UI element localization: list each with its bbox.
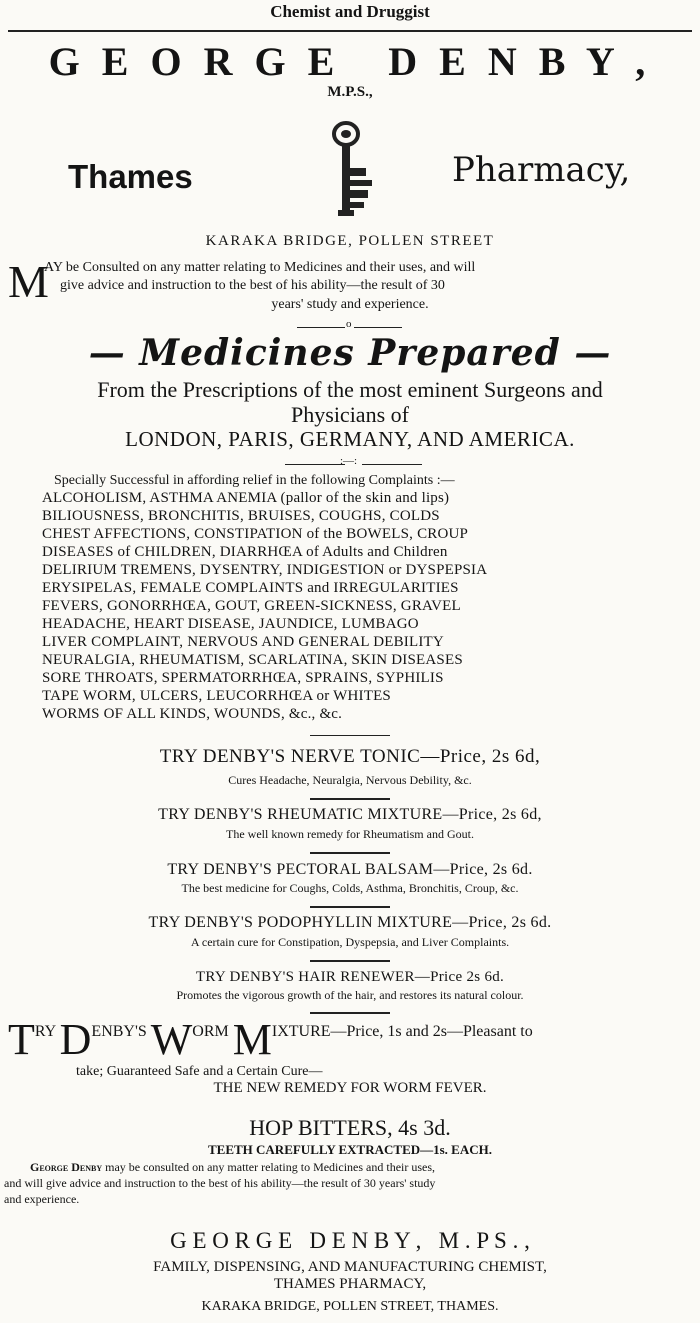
intro-divider-left <box>297 327 345 328</box>
worm-cap-m: M <box>232 1015 272 1064</box>
cities-divider: :—: <box>340 455 358 467</box>
consult-text: may be consulted on any matter relating to Medicines and their uses, <box>105 1160 436 1174</box>
worm-line-2: take; Guaranteed Safe and a Certain Cure— <box>76 1064 323 1079</box>
advertiser-name: G E O R G E D E N B Y , <box>48 39 652 84</box>
complaints-intro: Specially Successful in affording relief in the following Complaints :— <box>54 473 455 488</box>
complaint-item: ALCOHOLISM, ASTHMA ANEMIA (pallor of the skin and lips) <box>42 490 450 506</box>
complaint-item: CHEST AFFECTIONS, CONSTIPATION of the BOWELS, CROUP <box>42 526 469 542</box>
product-title: TRY DENBY'S NERVE TONIC—Price, 2s 6d, <box>159 746 541 767</box>
product-rule <box>310 906 390 908</box>
complaint-item: SORE THROATS, SPERMATORRHŒA, SPRAINS, SYPHILIS <box>42 670 444 686</box>
consult-line-2: and will give advice and instruction to the best of his ability—the result of 30 years' study <box>4 1176 436 1190</box>
intro-drop-cap: M <box>8 256 49 307</box>
footer-line-2: THAMES PHARMACY, <box>273 1276 427 1292</box>
worm-price: —Price, 1s and 2s—Pleasant to <box>330 1023 533 1040</box>
top-address: KARAKA BRIDGE, POLLEN STREET <box>205 233 495 249</box>
intro-divider: o <box>346 318 352 330</box>
product-title: TRY DENBY'S PODOPHYLLIN MIXTURE—Price, 2s 6d. <box>148 914 552 931</box>
product-desc: Promotes the vigorous growth of the hair, and restores its natural colour. <box>176 988 524 1002</box>
product-desc: A certain cure for Constipation, Dyspepsia, and Liver Complaints. <box>190 935 510 949</box>
hop-bitters: HOP BITTERS, 4s 3d. <box>249 1115 451 1140</box>
qualification: M.P.S., <box>327 84 373 100</box>
footer-line-3: KARAKA BRIDGE, POLLEN STREET, THAMES. <box>201 1299 499 1314</box>
worm-line-3: THE NEW REMEDY FOR WORM FEVER. <box>213 1080 487 1096</box>
medicines-banner: — Medicines Prepared — <box>88 332 612 374</box>
product-title: TRY DENBY'S HAIR RENEWER—Price 2s 6d. <box>195 969 505 985</box>
worm-sm-ixture: IXTURE <box>271 1023 331 1040</box>
pharmacy-word: Pharmacy, <box>452 150 631 190</box>
worm-sm-enbys: ENBY'S <box>91 1023 151 1040</box>
consult-line-3: and experience. <box>4 1192 80 1206</box>
complaint-item: HEADACHE, HEART DISEASE, JAUNDICE, LUMBAGO <box>42 616 419 632</box>
consult-name: George Denby <box>30 1160 103 1174</box>
section-header: Chemist and Druggist <box>270 2 430 21</box>
worm-mixture-line <box>8 1014 698 1065</box>
prescriptions-line: From the Prescriptions of the most eminent Surgeons and <box>97 377 603 402</box>
product-desc: The best medicine for Coughs, Colds, Asthma, Bronchitis, Croup, &c. <box>181 881 519 895</box>
complaint-item: FEVERS, GONORRHŒA, GOUT, GREEN-SICKNESS, GRAVEL <box>42 598 461 614</box>
complaint-item: DELIRIUM TREMENS, DYSENTRY, INDIGESTION or DYSPEPSIA <box>42 562 488 578</box>
thames-word: Thames <box>68 158 193 195</box>
complaint-item: NEURALGIA, RHEUMATISM, SCARLATINA, SKIN DISEASES <box>42 652 463 668</box>
complaint-item: TAPE WORM, ULCERS, LEUCORRHŒA or WHITES <box>42 688 391 704</box>
footer-line-1: FAMILY, DISPENSING, AND MANUFACTURING CHEMIST, <box>153 1259 547 1275</box>
product-rule <box>310 852 390 854</box>
worm-cap-d: D <box>59 1015 92 1064</box>
product-title: TRY DENBY'S PECTORAL BALSAM—Price, 2s 6d. <box>167 861 533 878</box>
header-rule <box>8 30 692 32</box>
intro-line-2: give advice and instruction to the best of his ability—the result of 30 <box>60 278 445 293</box>
product-rule <box>310 798 390 800</box>
complaint-item: BILIOUSNESS, BRONCHITIS, BRUISES, COUGHS, COLDS <box>42 508 440 524</box>
product-desc: Cures Headache, Neuralgia, Nervous Debility, &c. <box>228 773 472 787</box>
product-title: TRY DENBY'S RHEUMATIC MIXTURE—Price, 2s 6d, <box>158 806 542 823</box>
complaint-item: LIVER COMPLAINT, NERVOUS AND GENERAL DEBILITY <box>42 634 444 650</box>
worm-sm-orm: ORM <box>192 1023 233 1040</box>
worm-sm-ry: RY <box>34 1023 60 1040</box>
footer-name: G E O R G E D E N B Y , M . P S . , <box>170 1228 530 1253</box>
intro-line-3: years' study and experience. <box>271 297 429 312</box>
worm-cap-w: W <box>150 1015 193 1064</box>
cities-divider-right <box>362 464 422 465</box>
cities-divider-left <box>285 464 345 465</box>
consult-line-1 <box>30 1160 435 1175</box>
intro-line-1: AY be Consulted on any matter relating to Medicines and their uses, and will <box>44 260 476 275</box>
product-rule <box>310 735 390 736</box>
teeth-extraction: TEETH CAREFULLY EXTRACTED—1s. EACH. <box>207 1142 492 1157</box>
cities-line: LONDON, PARIS, GERMANY, AND AMERICA. <box>125 427 575 451</box>
physicians-line: Physicians of <box>291 402 409 427</box>
product-rule <box>310 960 390 962</box>
product-desc: The well known remedy for Rheumatism and Gout. <box>226 827 474 841</box>
worm-cap-t: T <box>8 1015 35 1064</box>
complaint-item: ERYSIPELAS, FEMALE COMPLAINTS and IRREGULARITIES <box>42 580 459 596</box>
key-icon <box>328 120 378 220</box>
intro-divider-right <box>354 327 402 328</box>
complaint-item: DISEASES of CHILDREN, DIARRHŒA of Adults and Children <box>42 544 448 560</box>
complaint-item: WORMS OF ALL KINDS, WOUNDS, &c., &c. <box>42 706 343 722</box>
